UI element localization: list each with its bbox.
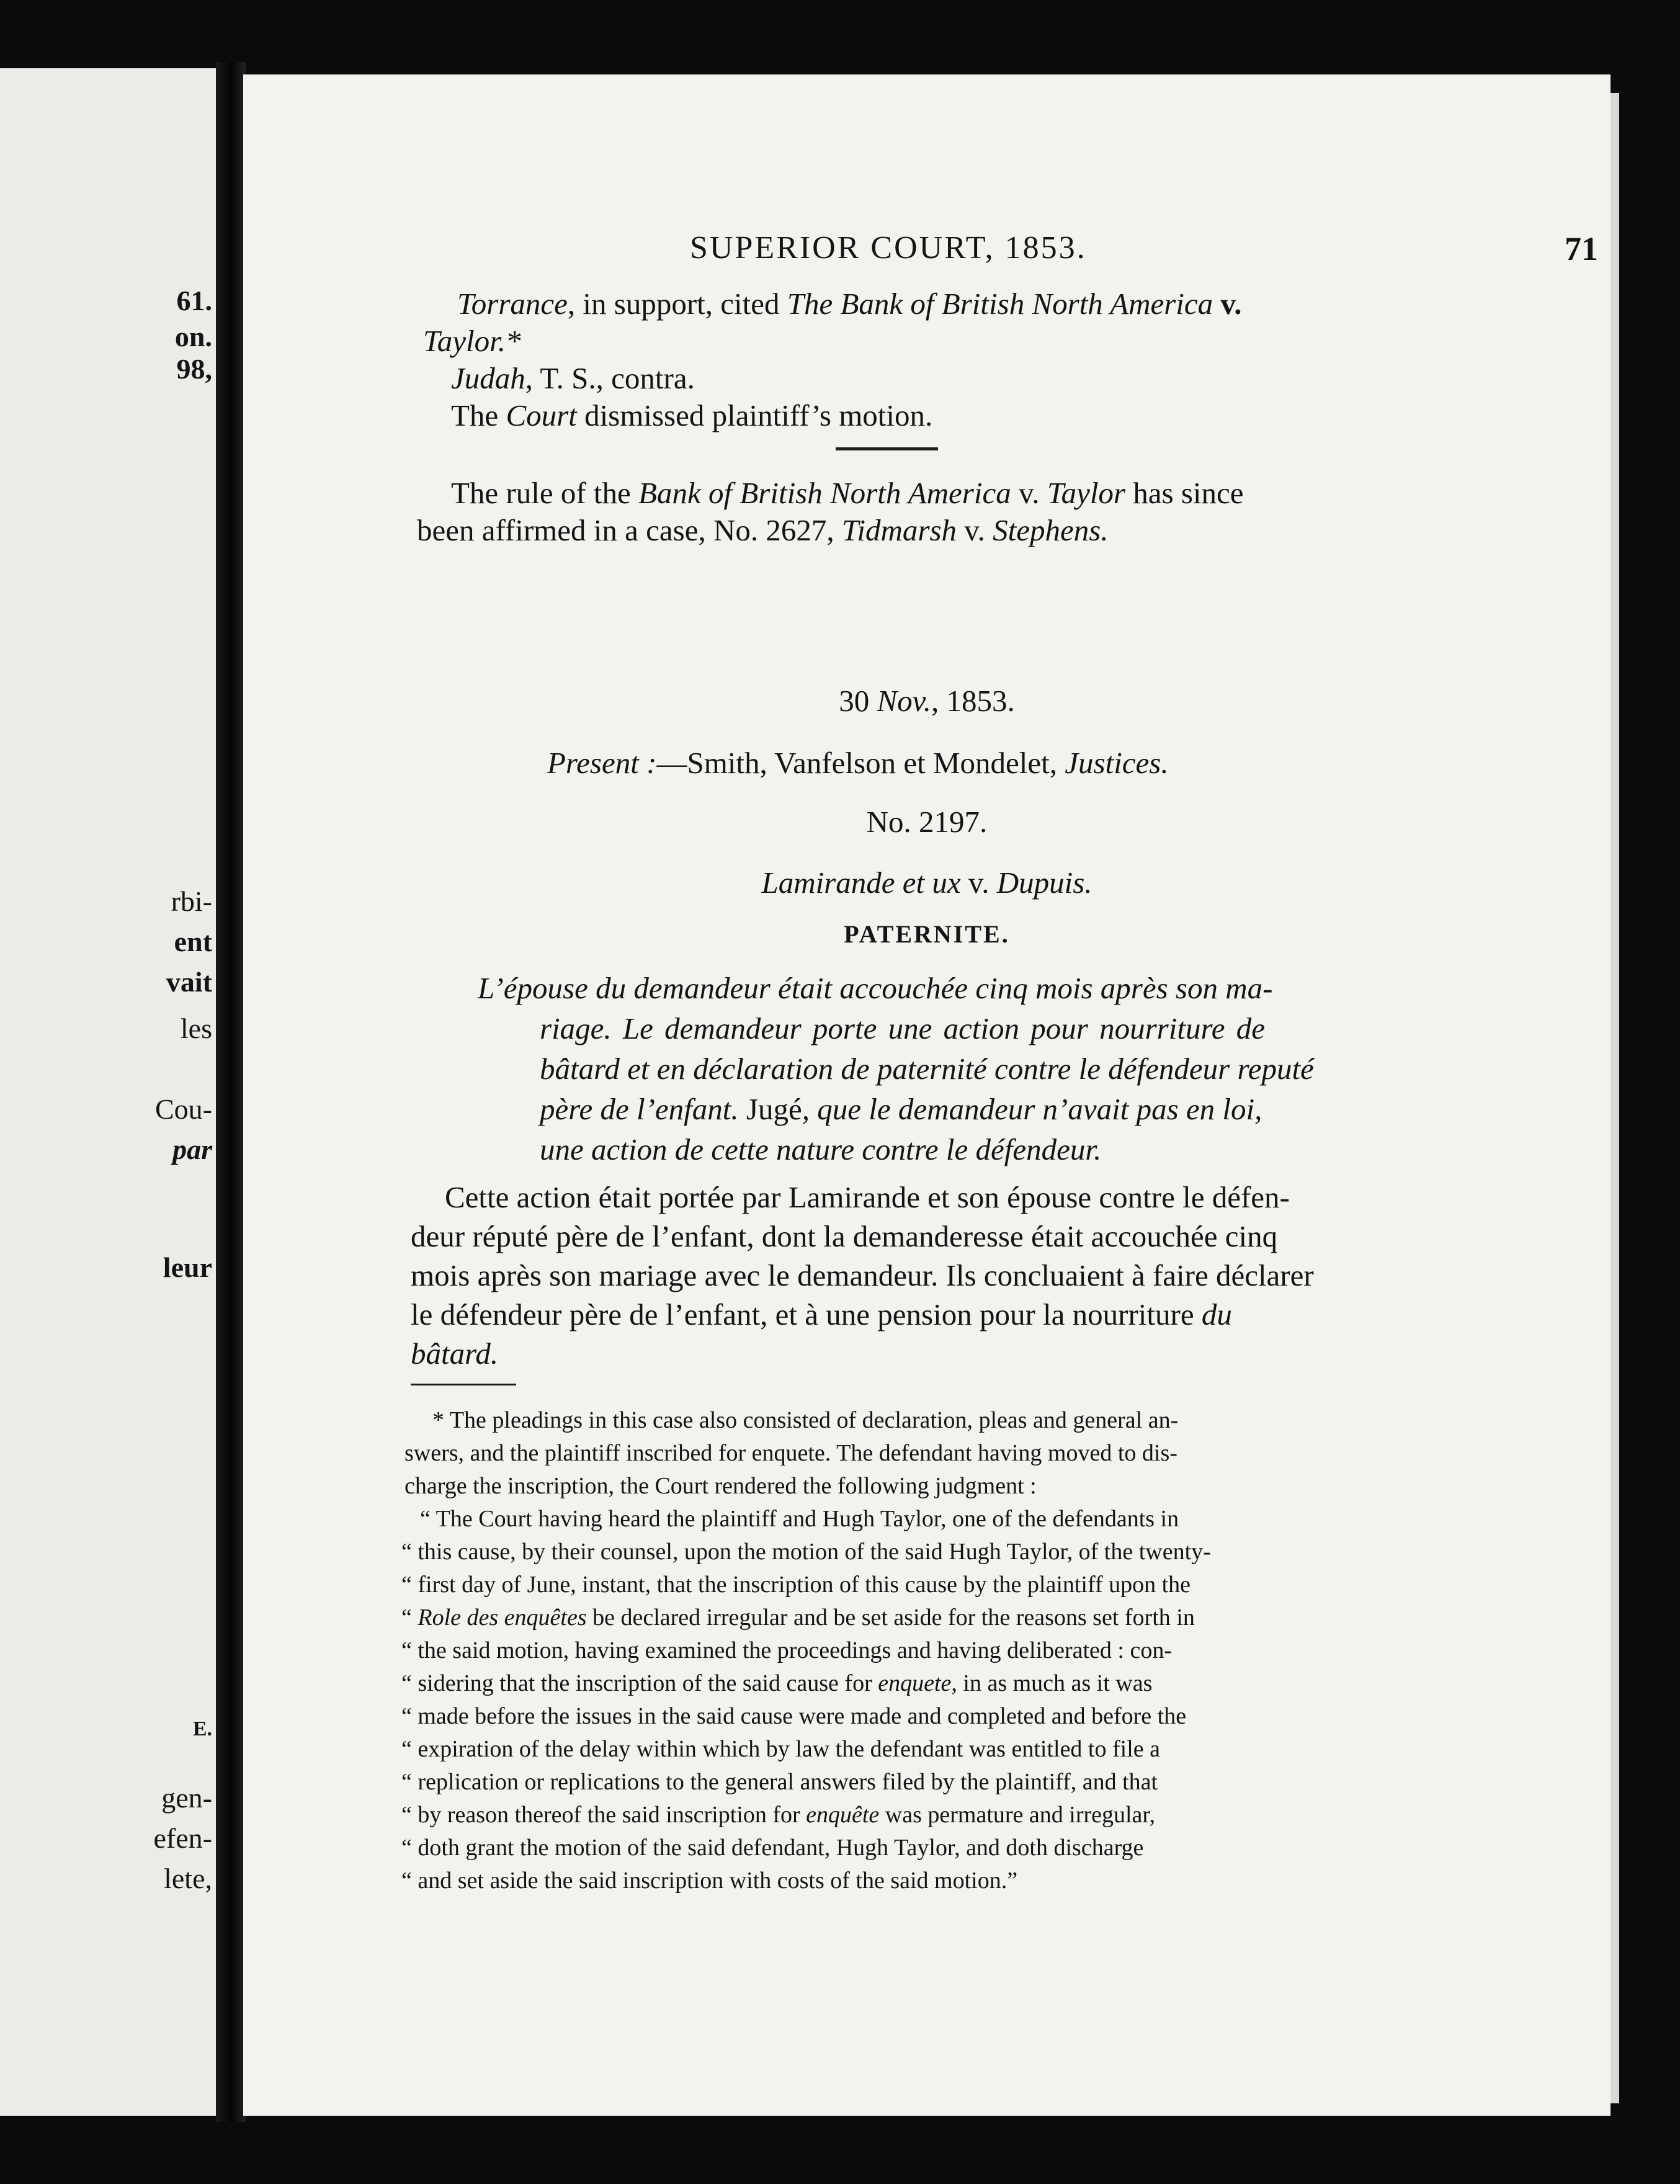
body-line: le défendeur père de l’enfant, et à une pension pour la nourriture du: [411, 1297, 1232, 1331]
citation-line: Taylor.*: [423, 324, 521, 358]
running-head: SUPERIOR COURT, 1853.: [690, 230, 1087, 266]
body-line: deur réputé père de l’enfant, dont la demanderesse était accouchée cinq: [411, 1219, 1278, 1253]
footnote-rule: [411, 1384, 516, 1385]
present-line: Present :—Smith, Vanfelson et Mondelet, Justices.: [547, 746, 1169, 780]
footnote-line: “ The Court having heard the plaintiff and Hugh Taylor, one of the defendants in: [420, 1506, 1179, 1532]
footnote-line: swers, and the plaintiff inscribed for enquete. The defendant having moved to dis-: [404, 1440, 1177, 1466]
footnote-line: “ sidering that the inscription of the said cause for enquete, in as much as it was: [401, 1670, 1153, 1696]
left-text-fragment: par: [172, 1134, 212, 1165]
footnote-line: “ made before the issues in the said cause were made and completed and before the: [401, 1703, 1187, 1729]
facing-page-fragment: [0, 68, 216, 2116]
page-number: 71: [1565, 230, 1598, 267]
footnote-line: charge the inscription, the Court rendered the following judgment :: [404, 1473, 1037, 1499]
left-text-fragment: rbi-: [171, 885, 212, 917]
headnote-line: père de l’enfant. Jugé, que le demandeur n’avait pas en loi,: [540, 1092, 1262, 1126]
footnote-line: “ first day of June, instant, that the inscription of this cause by the plaintiff upon the: [401, 1572, 1191, 1598]
headnote-line: L’épouse du demandeur était accouchée cinq mois après son ma-: [478, 971, 1273, 1005]
page-edge: [1611, 93, 1619, 2103]
section-rule: [836, 447, 938, 450]
counsel-line: Judah, T. S., contra.: [451, 361, 695, 395]
ruling-line: The Court dismissed plaintiff’s motion.: [451, 398, 933, 432]
left-text-fragment: on.: [174, 321, 212, 352]
left-text-fragment: Cou-: [155, 1093, 212, 1125]
citation-line: Torrance, in support, cited The Bank of British North America v.: [457, 287, 1242, 321]
left-text-fragment: 98,: [176, 353, 212, 385]
body-line: mois après son mariage avec le demandeur. Ils concluaient à faire déclarer: [411, 1258, 1314, 1292]
left-text-fragment: les: [180, 1013, 212, 1044]
left-text-fragment: leur: [163, 1251, 212, 1283]
headnote-line: bâtard et en déclaration de paternité contre le défendeur reputé: [540, 1052, 1314, 1086]
body-line: Cette action était portée par Lamirande et son épouse contre le défen-: [445, 1180, 1290, 1214]
case-parties: Lamirande et ux v. Dupuis.: [761, 866, 1092, 900]
left-text-fragment: efen-: [153, 1822, 212, 1854]
left-text-fragment: lete,: [164, 1863, 212, 1894]
footnote-line: “ doth grant the motion of the said defendant, Hugh Taylor, and doth discharge: [401, 1835, 1144, 1861]
left-text-fragment: gen-: [161, 1782, 212, 1814]
left-text-fragment: ent: [174, 926, 212, 957]
note-line: been affirmed in a case, No. 2627, Tidmarsh v. Stephens.: [417, 513, 1109, 547]
footnote-line: “ by reason thereof the said inscription for enquête was permature and irregular,: [401, 1802, 1156, 1828]
headnote-line: une action de cette nature contre le défendeur.: [540, 1132, 1102, 1166]
footnote-line: “ expiration of the delay within which by law the defendant was entitled to file a: [401, 1736, 1160, 1762]
book-page: [243, 74, 1611, 2116]
left-text-fragment: vait: [166, 966, 212, 998]
case-date: 30 Nov., 1853.: [839, 684, 1015, 718]
case-number: No. 2197.: [866, 805, 988, 839]
footnote-line: “ the said motion, having examined the proceedings and having deliberated : con-: [401, 1637, 1172, 1663]
footnote-line: “ and set aside the said inscription with costs of the said motion.”: [401, 1868, 1018, 1894]
note-line: The rule of the Bank of British North America v. Taylor has since: [451, 476, 1244, 510]
left-text-fragment: E.: [192, 1717, 212, 1740]
footnote-line: “ Role des enquêtes be declared irregular and be set aside for the reasons set forth in: [401, 1604, 1195, 1631]
body-line: bâtard.: [411, 1336, 499, 1371]
headnote-line: riage. Le demandeur porte une action pour nourriture de: [540, 1011, 1265, 1045]
counsel-name: Torrance: [457, 287, 568, 321]
book-gutter: [216, 62, 246, 2122]
footnote-line: “ replication or replications to the general answers filed by the plaintiff, and that: [401, 1769, 1158, 1795]
case-name: The Bank of British North America: [787, 287, 1213, 321]
case-subject: PATERNITE.: [844, 920, 1010, 948]
left-text-fragment: 61.: [176, 285, 212, 316]
footnote-line: “ this cause, by their counsel, upon the motion of the said Hugh Taylor, of the twenty-: [401, 1539, 1211, 1565]
footnote-line: * The pleadings in this case also consisted of declaration, pleas and general an-: [432, 1407, 1179, 1433]
